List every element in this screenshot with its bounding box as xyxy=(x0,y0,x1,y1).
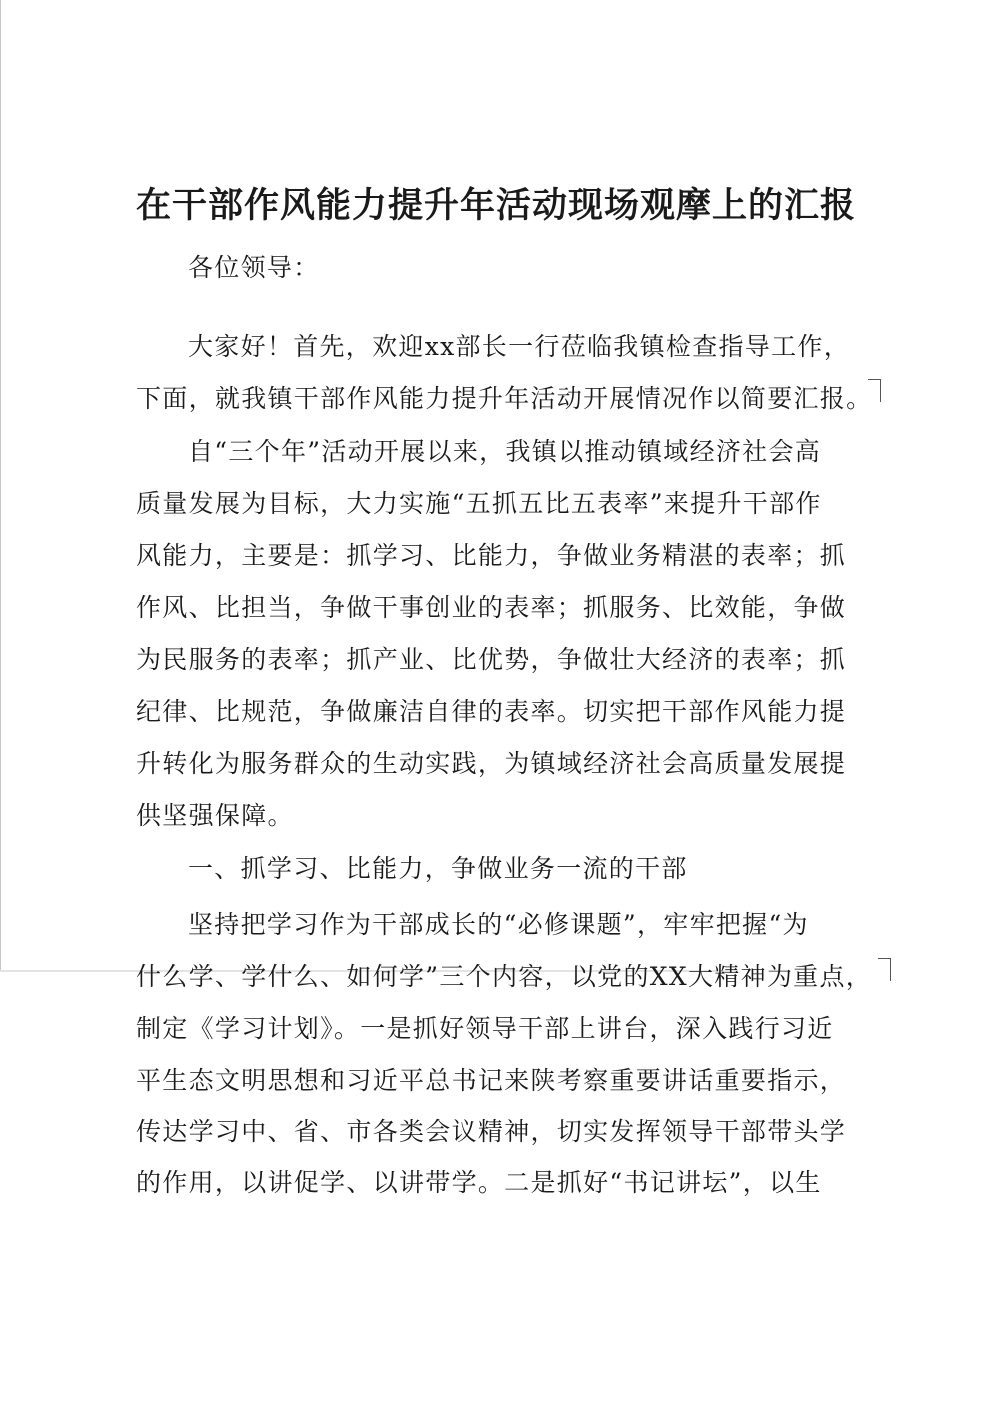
paragraph-line: 坚持把学习作为干部成长的“必修课题”，牢牢把握“为 xyxy=(188,910,809,939)
section-heading: 一、抓学习、比能力，争做业务一流的干部 xyxy=(188,854,688,883)
paragraph-line: 纪律、比规范，争做廉洁自律的表率。切实把干部作风能力提 xyxy=(136,697,847,726)
paragraph-line: 大家好！首先，欢迎xx部长一行莅临我镇检查指导工作， xyxy=(188,332,851,361)
table-frame-left-border xyxy=(0,0,1,970)
paragraph-line: 为民服务的表率；抓产业、比优势，争做壮大经济的表率；抓 xyxy=(136,645,847,674)
paragraph-line: 传达学习中、省、市各类会议精神，切实发挥领导干部带头学 xyxy=(136,1117,847,1146)
text-boundary-mark xyxy=(878,958,891,981)
paragraph-line: 风能力，主要是：抓学习、比能力，争做业务精湛的表率；抓 xyxy=(136,541,847,570)
document-title: 在干部作风能力提升年活动现场观摩上的汇报 xyxy=(135,186,856,226)
paragraph-line: 平生态文明思想和习近平总书记来陕考察重要讲话重要指示， xyxy=(136,1066,847,1095)
paragraph-line: 质量发展为目标，大力实施“五抓五比五表率”来提升干部作 xyxy=(136,489,822,518)
paragraph-line: 升转化为服务群众的生动实践，为镇域经济社会高质量发展提 xyxy=(136,749,847,778)
paragraph-line: 什么学、学什么、如何学”三个内容，以党的XX大精神为重点， xyxy=(136,962,873,991)
paragraph-line: 制定《学习计划》。一是抓好领导干部上讲台，深入践行习近 xyxy=(136,1014,834,1043)
paragraph-line: 自“三个年”活动开展以来，我镇以推动镇域经济社会高 xyxy=(188,437,822,466)
salutation: 各位领导： xyxy=(188,253,320,282)
paragraph-line: 供坚强保障。 xyxy=(136,801,294,830)
paragraph-line: 下面，就我镇干部作风能力提升年活动开展情况作以简要汇报。 xyxy=(136,384,873,413)
paragraph-line: 的作用，以讲促学、以讲带学。二是抓好“书记讲坛”，以生 xyxy=(136,1168,822,1197)
paragraph-line: 作风、比担当，争做干事创业的表率；抓服务、比效能，争做 xyxy=(136,593,847,622)
